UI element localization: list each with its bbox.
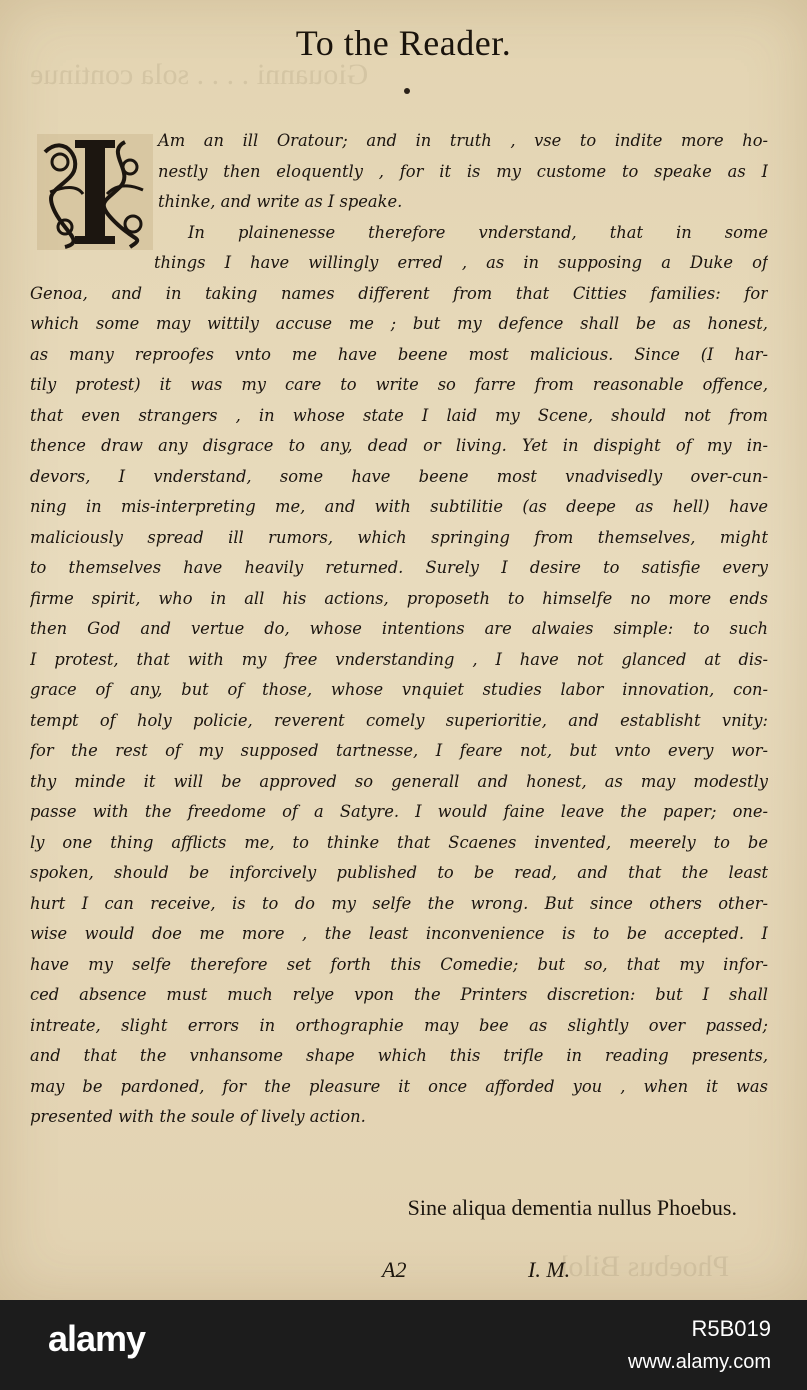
- text-line: grace of any, but of those, whose vnquiet studies labor innovation, con-: [30, 680, 768, 699]
- page-title: To the Reader.: [295, 23, 512, 63]
- text-line: which some may wittily accuse me ; but my defence shall be as honest,: [30, 314, 768, 333]
- text-line: ly one thing afflicts me, to thinke that Scaenes invented, meerely to be: [30, 832, 768, 852]
- text-line: ced absence must much relye vpon the Printers discretion: but I shall: [30, 985, 768, 1004]
- signature-mark: A2: [382, 1257, 407, 1282]
- text-line: devors, I vnderstand, some have beene most vnadvisedly over-cun-: [30, 466, 768, 486]
- text-line: for the rest of my supposed tartnesse, I feare not, but vnto every wor-: [30, 741, 768, 760]
- text-line: as many reproofes vnto me have beene most malicious. Since (I har-: [30, 344, 768, 364]
- text-line: thinke, and write as I speake.: [158, 192, 403, 211]
- text-line: nestly then eloquently , for it is my custome to speake as I: [158, 161, 768, 181]
- bleed-through-text: Phoebus Bilol: [560, 1250, 730, 1283]
- text-line: thence draw any disgrace to any, dead or living. Yet in dispight of my in-: [30, 436, 768, 455]
- text-line: spoken, should be inforcively published to be read, and that the least: [30, 863, 768, 882]
- stock-watermark-logo: alamy: [48, 1318, 146, 1359]
- author-initials: I. M.: [528, 1257, 571, 1282]
- text-line: intreate, slight errors in orthographie may bee as slightly over passed;: [30, 1015, 768, 1035]
- text-line: In plainenesse therefore vnderstand, that in some: [188, 222, 768, 242]
- latin-motto: Sine aliqua dementia nullus Phoebus.: [407, 1195, 737, 1220]
- text-line: that even strangers , in whose state I laid my Scene, should not from: [30, 405, 768, 425]
- text-line: I protest, that with my free vnderstanding , I have not glanced at dis-: [30, 649, 768, 669]
- text-line: things I have willingly erred , as in supposing a Duke of: [154, 253, 768, 272]
- text-line: tempt of holy policie, reverent comely superioritie, and establisht vnity:: [30, 710, 768, 730]
- text-line: passe with the freedome of a Satyre. I would faine leave the paper; one-: [30, 802, 768, 821]
- text-line: to themselves have heavily returned. Surely I desire to satisfie every: [30, 558, 768, 577]
- text-line: and that the vnhansome shape which this trifle in reading presents,: [30, 1046, 768, 1065]
- stock-image-id: R5B019: [691, 1316, 771, 1341]
- text-line: Am an ill Oratour; and in truth , vse to indite more ho-: [158, 131, 768, 150]
- text-line: thy minde it will be approved so generall and honest, as may modestly: [30, 771, 768, 791]
- text-line: presented with the soule of lively action.: [30, 1107, 366, 1126]
- bleed-through-text: Giouanni . . . . sola continue: [30, 58, 369, 91]
- text-line: have my selfe therefore set forth this Comedie; but so, that my infor-: [30, 954, 768, 974]
- text-line: maliciously spread ill rumors, which springing from themselves, might: [30, 527, 768, 547]
- text-line: then God and vertue do, whose intentions are alwaies simple: to such: [30, 619, 768, 638]
- text-line: may be pardoned, for the pleasure it once afforded you , when it was: [30, 1076, 768, 1096]
- text-line: hurt I can receive, is to do my selfe the wrong. But since others other-: [30, 893, 768, 913]
- text-line: tily protest) it was my care to write so farre from reasonable offence,: [30, 375, 768, 394]
- text-line: Genoa, and in taking names different from that Citties families: for: [30, 283, 768, 303]
- text-line: ning in mis-interpreting me, and with subtilitie (as deepe as hell) have: [30, 497, 768, 516]
- stock-url: www.alamy.com: [628, 1351, 771, 1373]
- ornament-dot: [404, 88, 410, 94]
- body-text: [30, 126, 768, 1133]
- text-line: wise would doe me more , the least inconvenience is to be accepted. I: [30, 924, 768, 943]
- text-line: firme spirit, who in all his actions, proposeth to himselfe no more ends: [30, 588, 768, 608]
